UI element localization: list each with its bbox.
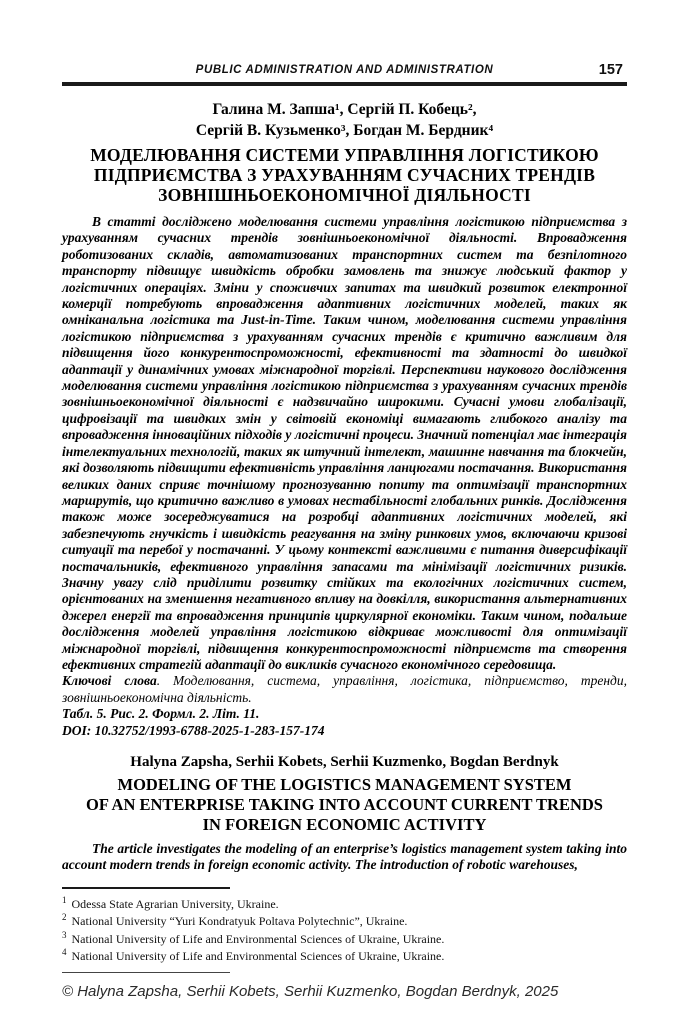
authors-ukrainian [62,99,627,141]
footnote [62,896,627,914]
journal-header [62,63,627,78]
header-rule [62,82,627,86]
footnotes [62,896,627,966]
title-en-line-2: OF AN ENTERPRISE TAKING INTO ACCOUNT CURRENT TRENDS [86,795,603,814]
footnote-marker: 1 [62,894,67,905]
footnote-marker: 2 [62,912,67,923]
doi-line: DOI: 10.32752/1993-6788-2025-1-283-157-174 [62,722,325,738]
author-line-uk-1: Галина М. Запша¹, Сергій П. Кобець², [212,101,477,118]
title-uk-line-1: МОДЕЛЮВАННЯ СИСТЕМИ УПРАВЛІННЯ ЛОГІСТИКОЮ [90,145,599,165]
footnote [62,913,627,931]
title-en-line-3: IN FOREIGN ECONOMIC ACTIVITY [202,815,487,834]
footnote [62,948,627,966]
abstract-ukrainian: В статті досліджено моделювання системи управління логістикою підприємства з урахуванням сучасних трендів зовнішньоекономічної діяльності. Впровадження роботизованих складів, автоматизованих транспортних систем та безпілотного транспорту підвищує швидкість обробки замовлень та знижує людський фактор у логістичних операціях. Зміни у споживчих запитах та швидкий розвиток електронної комерції потребують впровадження адаптивних логістичних моделей, таких як омніканальна логістика та Just-in-Time. Таким чином, моделювання системи управління логістикою підприємства з урахуванням сучасних трендів є критично важливим для підвищення його конкурентоспроможності, ефективності та здатності до швидкої адаптації у динамічних умовах міжнародної торгівлі. Перспективи наукового дослідження моделювання системи управління логістикою підприємства з урахуванням сучасних трендів зовнішньоекономічної діяльності є надзвичайно широкими. Сучасні умови глобалізації, цифровізації та швидких змін у світовій економіці вимагають глибокого аналізу та впровадження інноваційних підходів у логістичні процеси. Значний потенціал має інтеграція інтелектуальних технологій, таких як штучний інтелект, машинне навчання та блокчейн, які дозволяють підвищити ефективність управління ланцюгами постачання. Використання великих даних сприяє точнішому прогнозуванню попиту та оптимізації транспортних маршрутів, що критично важливо в умовах нестабільності глобальних ринків. Дослідження також може зосереджуватися на розробці адаптивних логістичних моделей, які забезпечують гнучкість і швидкість реагування на зміну ринкових умов, включаючи кризові ситуації та перебої у постачанні. У цьому контексті важливими є питання диверсифікації постачальників, ефективного управління запасами та мінімізації логістичних ризиків. Значну увагу слід приділити розвитку стійких та екологічних логістичних систем, орієнтованих на зменшення негативного впливу на довкілля, використання альтернативних джерел енергії та впровадження принципів циркулярної економіки. Таким чином, подальше дослідження моделей управління логістикою відкриває можливості для оптимізації міжнародної торгівлі, підвищення конкурентоспроможності підприємств та створення ефективних стратегій адаптації до викликів сучасного економічного середовища. [62,214,627,672]
footnote-text: National University of Life and Environmental Sciences of Ukraine, Ukraine. [71,931,445,946]
footnote-text: Odessa State Agrarian University, Ukraine. [71,896,279,911]
article-title-ukrainian [62,145,627,205]
article-title-english [62,775,627,835]
title-uk-line-3: ЗОВНІШНЬОЕКОНОМІЧНОЇ ДІЯЛЬНОСТІ [158,185,531,205]
footnote-marker: 4 [62,947,67,958]
footnote-marker: 3 [62,929,67,940]
author-line-uk-2: Сергій В. Кузьменко³, Богдан М. Бердник⁴ [195,122,494,139]
article-stats-line: Табл. 5. Рис. 2. Формл. 2. Літ. 11. [62,706,260,722]
copyright-separator [62,972,230,973]
footnote [62,931,627,949]
title-uk-line-2: ПІДПРИЄМСТВА З УРАХУВАННЯМ СУЧАСНИХ ТРЕНДІВ [93,165,596,185]
footnote-text: National University of Life and Environmental Sciences of Ukraine, Ukraine. [71,949,445,964]
page-number: 157 [598,62,623,78]
footnote-separator [62,887,230,889]
keywords-label: Ключові слова [62,673,157,689]
copyright-notice: © Halyna Zapsha, Serhii Kobets, Serhii Kuzmenko, Bogdan Berdnyk, 2025 [62,982,559,1000]
journal-running-head: PUBLIC ADMINISTRATION AND ADMINISTRATION [195,64,494,76]
authors-english: Halyna Zapsha, Serhii Kobets, Serhii Kuzmenko, Bogdan Berdnyk [130,754,559,770]
title-en-line-1: MODELING OF THE LOGISTICS MANAGEMENT SYSTEM [117,775,572,794]
abstract-english: The article investigates the modeling of an enterprise’s logistics management system taking into account modern trends in foreign economic activity. The introduction of robotic warehouses, [62,841,627,873]
keywords-paragraph [62,673,627,706]
keywords-text: . Моделювання, система, управління, логістика, підприємство, тренди, зовнішньоекономічна діяльність. [62,673,627,705]
footnote-text: National University “Yuri Kondratyuk Poltava Polytechnic”, Ukraine. [71,914,408,929]
